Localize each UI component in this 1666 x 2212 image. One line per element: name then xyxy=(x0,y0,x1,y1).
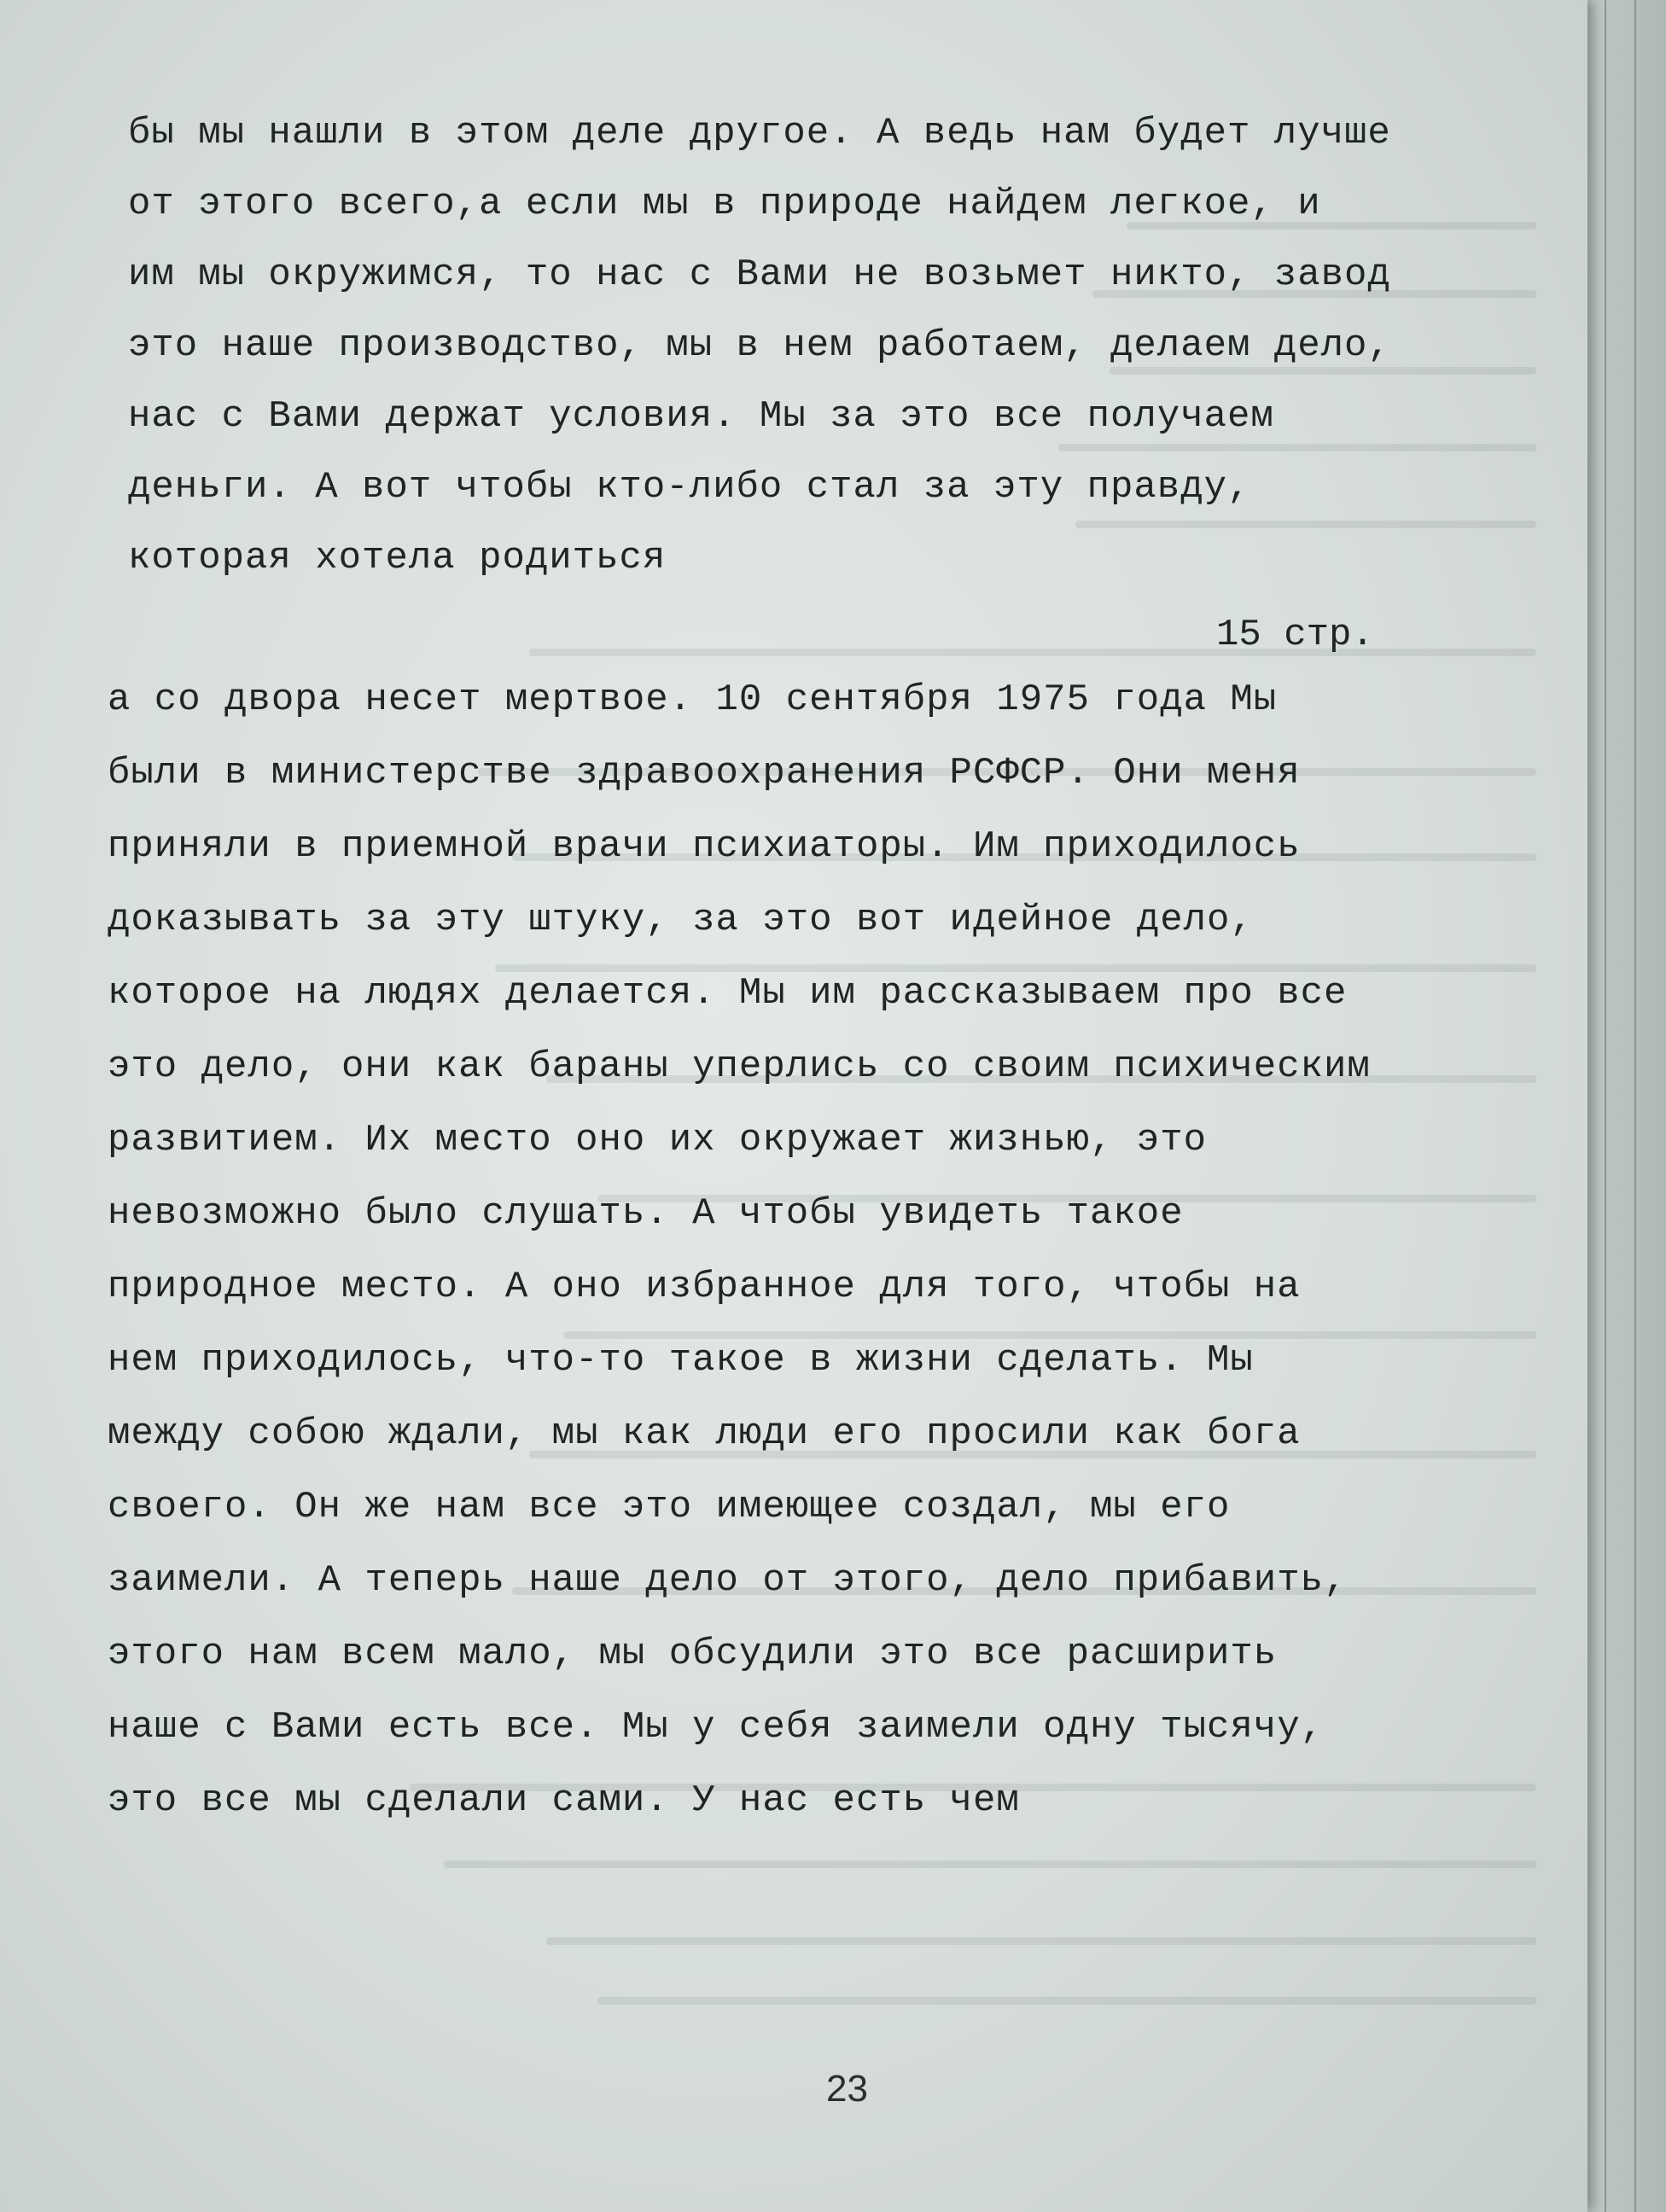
text-line: развитием. Их место оно их окружает жизнью, это xyxy=(108,1119,1208,1161)
text-line: деньги. А вот чтобы кто-либо стал за эту правду, xyxy=(128,466,1251,509)
text-line: невозможно было слушать. А чтобы увидеть такое xyxy=(108,1192,1184,1235)
page-number: 23 xyxy=(826,2068,868,2110)
text-line: им мы окружимся, то нас с Вами не возьмет никто, завод xyxy=(128,253,1391,296)
text-line: этого нам всем мало, мы обсудили это все расширить xyxy=(108,1633,1278,1675)
text-line: приняли в приемной врачи психиаторы. Им приходилось xyxy=(108,825,1301,868)
text-line: наше с Вами есть все. Мы у себя заимели одну тысячу, xyxy=(108,1706,1325,1749)
text-line: бы мы нашли в этом деле другое. А ведь нам будет лучше xyxy=(128,112,1391,154)
text-line: а со двора несет мертвое. 10 сентября 1975 года Мы xyxy=(108,678,1278,721)
text-line: это дело, они как бараны уперлись со своим психическим xyxy=(108,1045,1371,1088)
underlying-page xyxy=(1634,0,1666,2212)
text-line: от этого всего,а если мы в природе найдем легкое, и xyxy=(128,183,1321,225)
text-line: были в министерстве здравоохранения РСФСР. Они меня xyxy=(108,752,1301,795)
text-line: нем приходилось, что-то такое в жизни сделать. Мы xyxy=(108,1339,1254,1382)
text-line: между собою ждали, мы как люди его просили как бога xyxy=(108,1412,1301,1455)
text-line: это наше производство, мы в нем работаем, делаем дело, xyxy=(128,324,1391,367)
text-line: нас с Вами держат условия. Мы за это все получаем xyxy=(128,395,1274,438)
text-line: доказывать за эту штуку, за это вот идейное дело, xyxy=(108,899,1254,941)
text-line: это все мы сделали сами. У нас есть чем xyxy=(108,1779,1020,1822)
text-line: природное место. А оно избранное для того, чтобы на xyxy=(108,1266,1301,1308)
text-line: своего. Он же нам все это имеющее создал, мы его xyxy=(108,1486,1231,1528)
text-line: заимели. А теперь наше дело от этого, дело прибавить, xyxy=(108,1559,1348,1602)
text-line: которое на людях делается. Мы им рассказываем про все xyxy=(108,972,1348,1015)
text-line: которая хотела родиться xyxy=(128,537,667,579)
page-reference: 15 стр. xyxy=(1216,614,1374,656)
